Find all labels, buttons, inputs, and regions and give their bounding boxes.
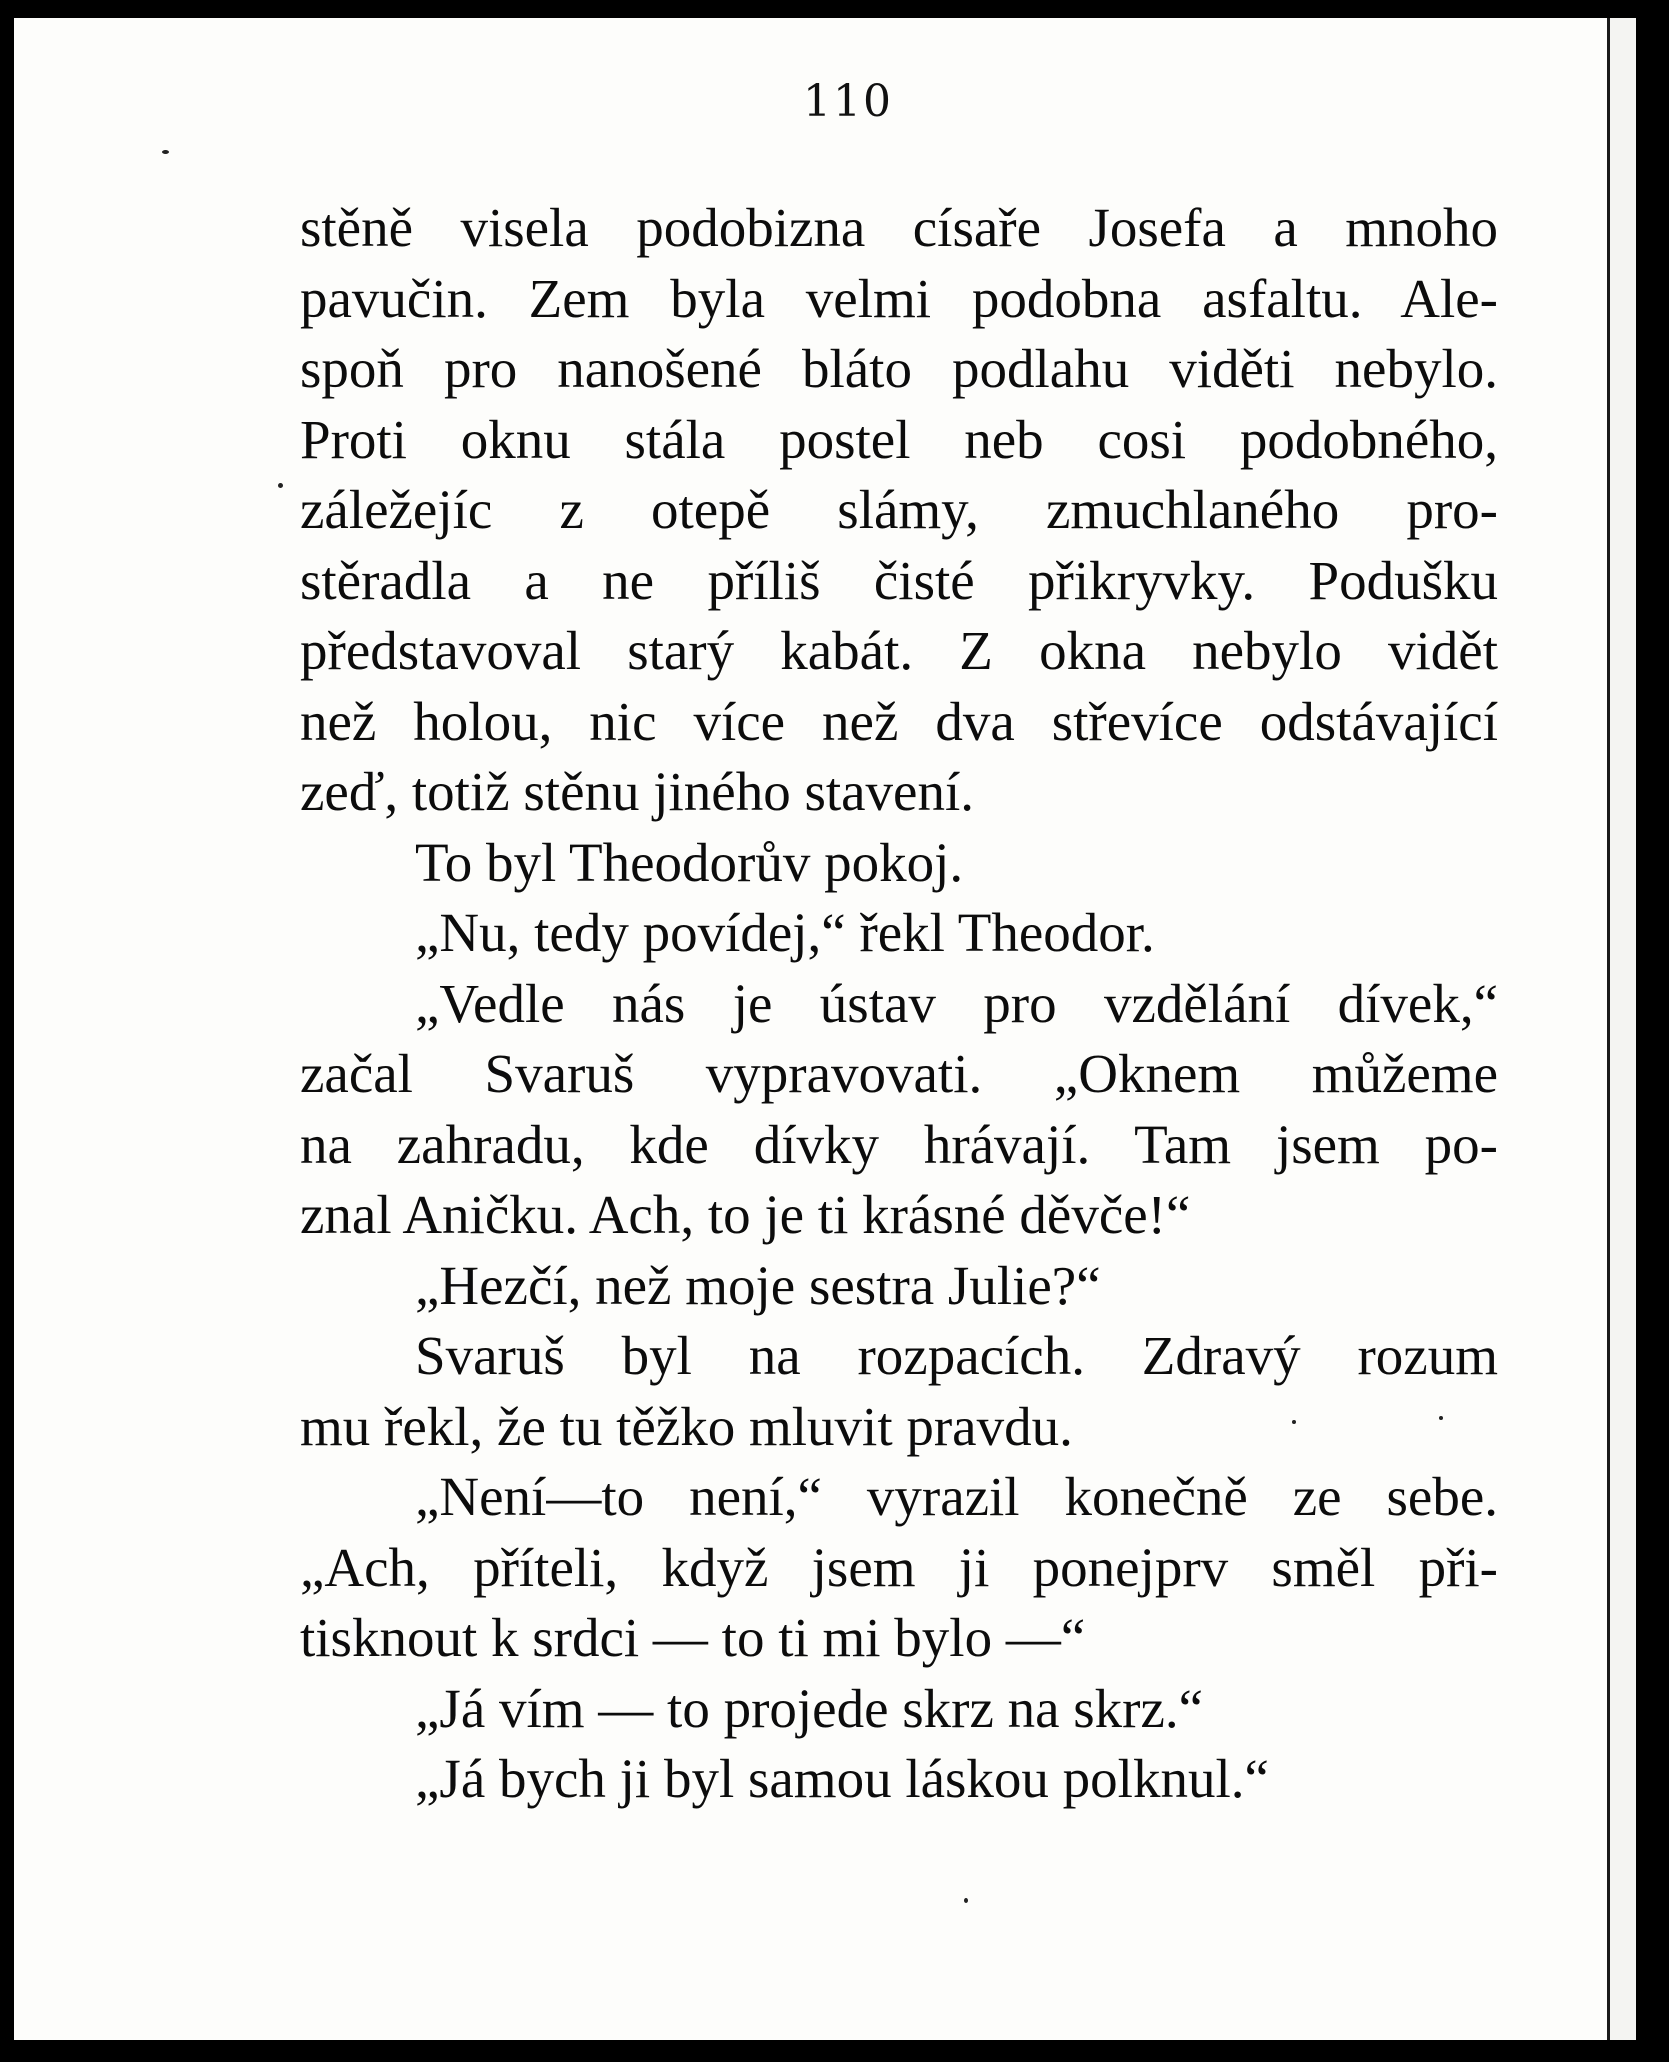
text-line: znal Aničku. Ach, to je ti krásné děvče!“ bbox=[300, 1184, 1191, 1245]
text-line: „Nu, tedy povídej,“ řekl Theodor. bbox=[415, 902, 1155, 963]
page-number: 110 bbox=[803, 76, 893, 127]
text-line: spoň pro nanošené bláto podlahu viděti nebylo. bbox=[300, 338, 1498, 399]
text-line: představoval starý kabát. Z okna nebylo vidět bbox=[300, 620, 1498, 681]
text-line: „Vedle nás je ústav pro vzdělání dívek,“ bbox=[415, 972, 1498, 1034]
scan-speck bbox=[1292, 1420, 1296, 1424]
scan-speck bbox=[1439, 1416, 1443, 1420]
text-line: pavučin. Zem byla velmi podobna asfaltu. Ale- bbox=[300, 267, 1498, 329]
text-line: zeď, totiž stěnu jiného stavení. bbox=[300, 761, 974, 822]
text-line: To byl Theodorův pokoj. bbox=[415, 831, 964, 893]
text-line: začal Svaruš vypravovati. „Oknem můžeme bbox=[300, 1043, 1498, 1104]
text-line: Proti oknu stála postel neb cosi podobného, bbox=[300, 408, 1498, 470]
scan-speck bbox=[964, 1898, 968, 1903]
scan-speck bbox=[162, 150, 169, 154]
text-line: „Hezčí, než moje sestra Julie?“ bbox=[415, 1254, 1101, 1316]
text-line: Svaruš byl na rozpacích. Zdravý rozum bbox=[415, 1325, 1498, 1386]
page-edge bbox=[1607, 18, 1636, 2040]
text-line: stěně visela podobizna císaře Josefa a mnoho bbox=[300, 197, 1498, 258]
text-line: tisknout k srdci — to ti mi bylo —“ bbox=[300, 1607, 1086, 1668]
text-line: „Já vím — to projede skrz na skrz.“ bbox=[415, 1677, 1204, 1739]
text-line: než holou, nic více než dva střevíce odstávající bbox=[300, 690, 1498, 752]
body-text bbox=[300, 193, 1498, 1815]
text-line: „Ach, příteli, když jsem ji ponejprv směl při- bbox=[300, 1536, 1498, 1598]
text-line: mu řekl, že tu těžko mluvit pravdu. bbox=[300, 1395, 1073, 1457]
scan-speck bbox=[278, 483, 283, 488]
text-line: stěradla a ne příliš čisté přikryvky. Podušku bbox=[300, 549, 1498, 611]
text-line: záležejíc z otepě slámy, zmuchlaného pro- bbox=[300, 479, 1498, 540]
text-line: „Já bych ji byl samou láskou polknul.“ bbox=[415, 1748, 1269, 1809]
book-page bbox=[14, 18, 1636, 2040]
text-line: na zahradu, kde dívky hrávají. Tam jsem po- bbox=[300, 1113, 1498, 1175]
text-line: „Není—to není,“ vyrazil konečně ze sebe. bbox=[415, 1466, 1498, 1527]
